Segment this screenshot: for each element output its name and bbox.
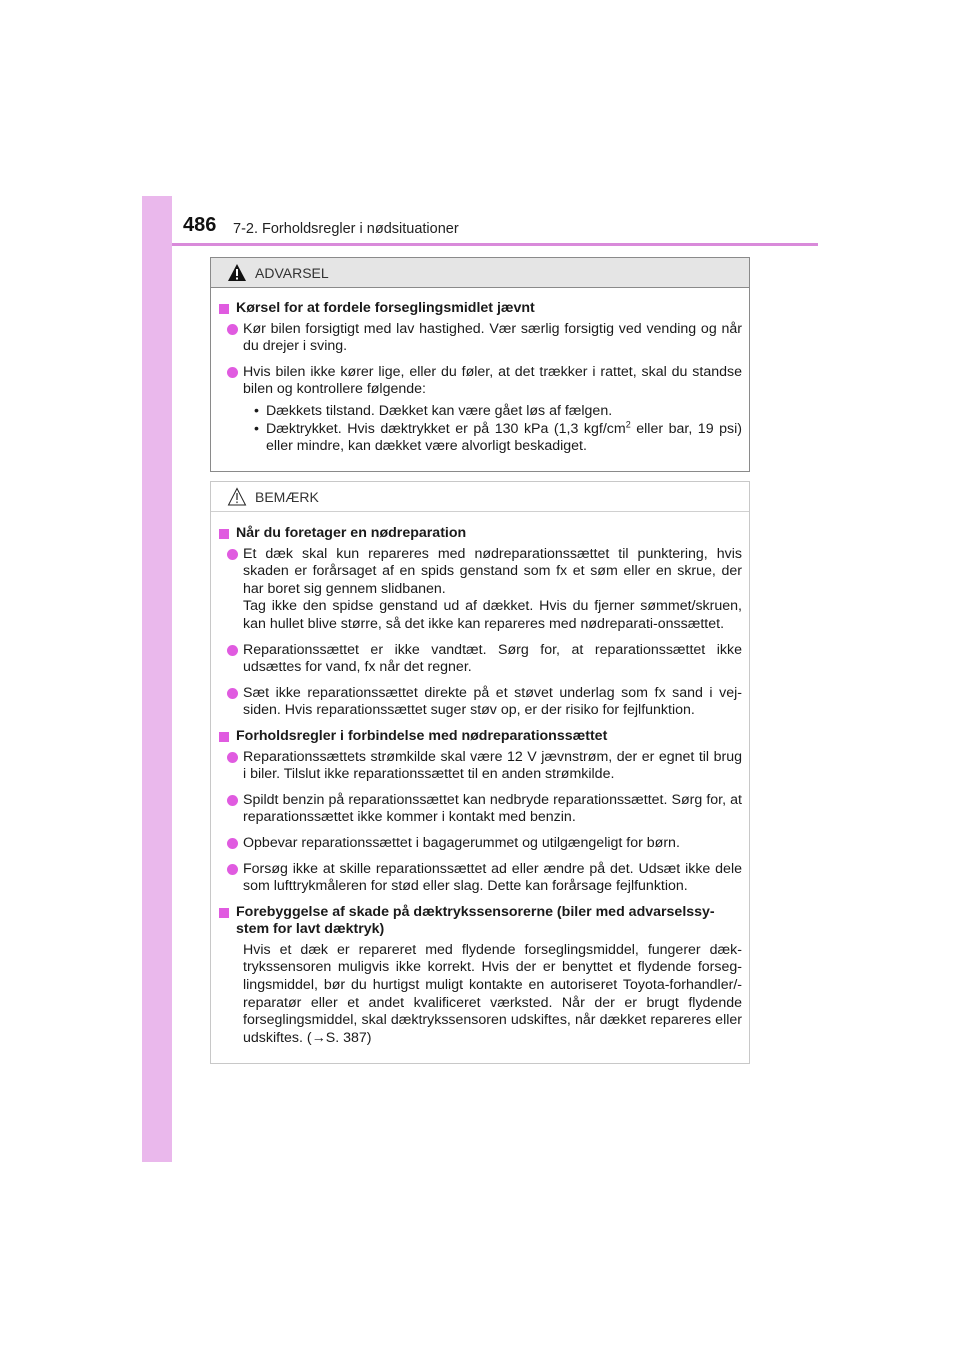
warning-subitem: [219, 403, 742, 421]
notice-item-text: Opbevar reparationssættet i bagagerummet og utilgængeligt for børn.: [243, 834, 680, 851]
notice-heading: [219, 525, 742, 543]
notice-box-body: [211, 512, 749, 1047]
warning-subitem-text-b: eller bar, 19 psi) eller mindre, kan dækket være alvorligt beskadiget.: [266, 420, 742, 455]
square-bullet-icon: [219, 529, 229, 539]
warning-heading: [219, 300, 742, 318]
notice-heading-text: Forebyggelse af skade på dæktrykssensorerne (biler med advarselssy-stem for lavt dæktryk): [236, 903, 715, 938]
notice-paragraph: Hvis et dæk er repareret med flydende forseglingsmiddel, fungerer dæk-trykssensoren muligvis ikke korrekt. Hvis der er benyttet et flydende forseg-lingsmiddel, bør du hurtigst muligt kontakte en autoriseret Toyota-forhandler/-reparatør eller et andet kvalificeret værksted. Når der er brugt flydende forseglingsmiddel, skal dæktrykssensoren udskiftes, når dækket repareres eller udskiftes. (→S. 387): [243, 941, 742, 1046]
notice-item-continued: Tag ikke den spidse genstand ud af dækket. Hvis du fjerner sømmet/skruen, kan hullet blive større, så det ikke kan repareres med nødreparati-onssættet.: [243, 598, 742, 632]
warning-box: [210, 257, 750, 472]
round-bullet-icon: [227, 864, 238, 875]
notice-item: [219, 835, 742, 853]
notice-item: [219, 685, 742, 720]
notice-item-text: Forsøg ikke at skille reparationssættet ad eller ændre på det. Udsæt ikke dele som lufttrykmåleren for stød eller slag. Dette kan forårsage fejlfunktion.: [243, 860, 742, 895]
warning-heading-text: Kørsel for at fordele forseglingsmidlet jævnt: [236, 300, 535, 316]
warning-subitem-text-a: Dæktrykket. Hvis dæktrykket er på 130 kPa (1,3 kgf/cm: [266, 420, 626, 437]
warning-box-body: [211, 288, 749, 456]
round-bullet-icon: [227, 752, 238, 763]
square-bullet-icon: [219, 304, 229, 314]
round-bullet-icon: [227, 324, 238, 335]
warning-subitem-text: Dækkets tilstand. Dækket kan være gået løs af fælgen.: [266, 402, 613, 419]
notice-item: [219, 861, 742, 896]
warning-item: [219, 364, 742, 399]
notice-label: BEMÆRK: [255, 489, 319, 505]
section-title: 7-2. Forholdsregler i nødsituationer: [233, 221, 459, 237]
small-bullet-icon: •: [254, 402, 259, 419]
notice-heading-text: Forholdsregler i forbindelse med nødreparationssættet: [236, 727, 608, 744]
notice-item: [219, 792, 742, 827]
warning-label: ADVARSEL: [255, 265, 329, 281]
superscript: 2: [625, 418, 631, 429]
small-bullet-icon: •: [254, 420, 259, 437]
round-bullet-icon: [227, 645, 238, 656]
warning-item-text: Kør bilen forsigtigt med lav hastighed. Vær særlig forsigtig ved vending og når du drejer i sving.: [243, 320, 742, 355]
warning-box-header: [211, 258, 749, 288]
round-bullet-icon: [227, 688, 238, 699]
notice-box-header: [211, 482, 749, 512]
notice-item: [219, 642, 742, 677]
notice-heading: [219, 904, 742, 939]
notice-heading: [219, 728, 742, 746]
warning-subitem: [219, 418, 742, 456]
warning-item-text: Hvis bilen ikke kører lige, eller du føler, at det trækker i rattet, skal du standse bilen og kontrollere følgende:: [243, 363, 742, 398]
notice-item-text: Sæt ikke reparationssættet direkte på et støvet underlag som fx sand i vej-siden. Hvis reparationssættet suger støv op, er der risiko for fejlfunktion.: [243, 684, 742, 719]
page-number: 486: [183, 214, 217, 236]
notice-item-text: Reparationssættets strømkilde skal være 12 V jævnstrøm, der er egnet til brug i biler. Tilslut ikke reparationssættet til en anden strømkilde.: [243, 748, 742, 783]
notice-item-text: Spildt benzin på reparationssættet kan nedbryde reparationssættet. Sørg for, at reparationssættet ikke kommer i kontakt med benzin.: [243, 791, 742, 826]
round-bullet-icon: [227, 367, 238, 378]
notice-item: [219, 546, 742, 634]
warning-triangle-icon: [227, 263, 247, 282]
square-bullet-icon: [219, 732, 229, 742]
notice-triangle-icon: [227, 487, 247, 506]
square-bullet-icon: [219, 908, 229, 918]
notice-box: [210, 481, 750, 1064]
warning-item: [219, 321, 742, 356]
round-bullet-icon: [227, 549, 238, 560]
notice-item-text: Et dæk skal kun repareres med nødreparationssættet til punktering, hvis skaden er forårsaget af en spids genstand som fx et søm eller en skrue, der har boret sig gennem slidbanen.: [243, 545, 742, 597]
round-bullet-icon: [227, 795, 238, 806]
notice-heading-text: Når du foretager en nødreparation: [236, 525, 467, 541]
notice-item: [219, 749, 742, 784]
notice-item-text: Reparationssættet er ikke vandtæt. Sørg for, at reparationssættet ikke udsættes for vand, fx når det regner.: [243, 641, 742, 676]
round-bullet-icon: [227, 838, 238, 849]
side-tab-stripe: [142, 196, 172, 1162]
header-rule: [172, 243, 818, 246]
